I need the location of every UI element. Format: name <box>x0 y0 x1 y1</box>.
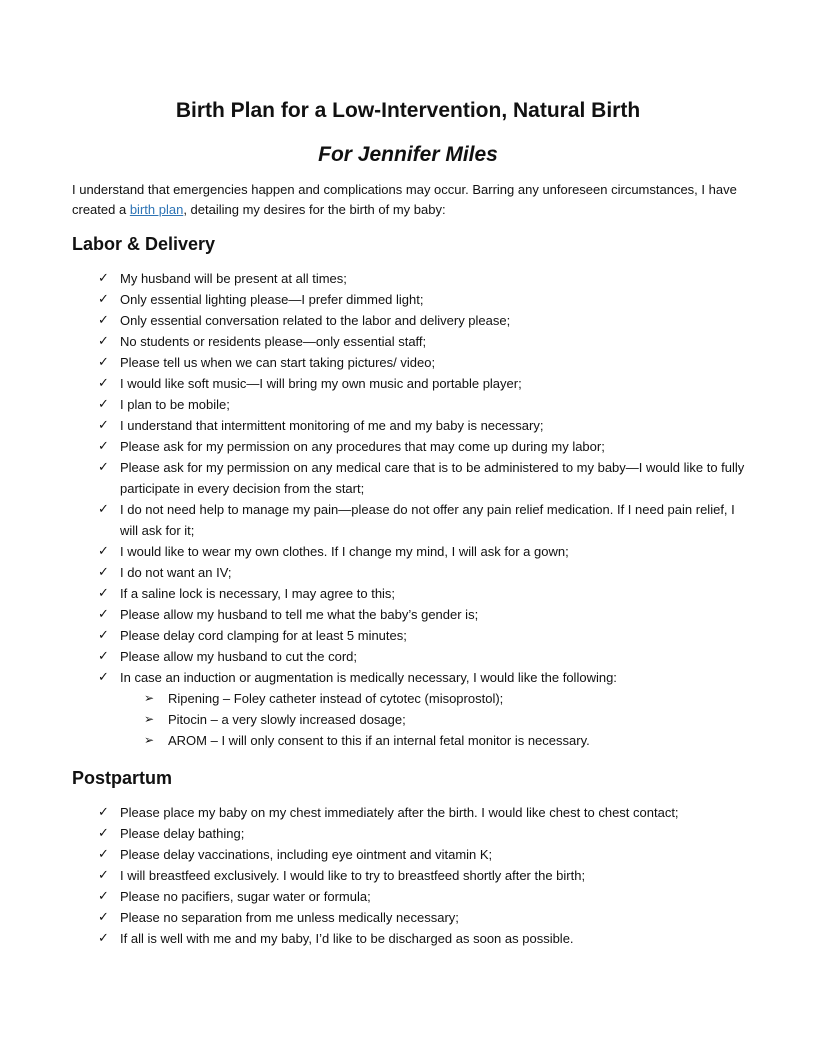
checkmark-icon: ✓ <box>98 355 109 370</box>
list-item <box>96 394 746 415</box>
list-item <box>96 499 746 541</box>
list-item <box>96 604 746 625</box>
list-item-text: I will breastfeed exclusively. I would like to try to breastfeed shortly after the birth; <box>120 868 586 883</box>
list-item-text: I do not need help to manage my pain—please do not offer any pain relief medication. If I need pain relief, I will ask for it; <box>120 502 735 538</box>
list-item <box>96 667 746 751</box>
checkmark-icon: ✓ <box>98 271 109 286</box>
arrow-bullet-icon: ➢ <box>144 691 155 705</box>
list-item-text: If all is well with me and my baby, I’d like to be discharged as soon as possible. <box>120 931 574 946</box>
sub-list-item-text: AROM – I will only consent to this if an internal fetal monitor is necessary. <box>168 733 590 748</box>
list-item <box>96 436 746 457</box>
checkmark-icon: ✓ <box>98 931 109 946</box>
page-subtitle: For Jennifer Miles <box>318 143 498 166</box>
checkmark-icon: ✓ <box>98 418 109 433</box>
list-item-text: Please allow my husband to cut the cord; <box>120 649 358 664</box>
list-item <box>96 289 746 310</box>
sub-list-item-text: Pitocin – a very slowly increased dosage; <box>168 712 406 727</box>
list-item-text: I understand that intermittent monitoring of me and my baby is necessary; <box>120 418 544 433</box>
checkmark-icon: ✓ <box>98 628 109 643</box>
list-item <box>96 415 746 436</box>
checkmark-icon: ✓ <box>98 910 109 925</box>
checkmark-icon: ✓ <box>98 586 109 601</box>
sub-list-item-text: Ripening – Foley catheter instead of cytotec (misoprostol); <box>168 691 504 706</box>
list-item <box>96 802 746 823</box>
list-item-text: Please delay cord clamping for at least 5 minutes; <box>120 628 407 643</box>
list-item-text: Please ask for my permission on any medical care that is to be administered to my baby—I would like to fully participate in every decision from the start; <box>120 460 745 496</box>
checkmark-icon: ✓ <box>98 847 109 862</box>
list-item-text: Only essential lighting please—I prefer dimmed light; <box>120 292 424 307</box>
list-item <box>96 886 746 907</box>
list-item-text: Please place my baby on my chest immediately after the birth. I would like chest to chest contact; <box>120 805 679 820</box>
list-item-text: Please ask for my permission on any procedures that may come up during my labor; <box>120 439 605 454</box>
list-item <box>96 268 746 289</box>
sub-list-item <box>120 709 746 730</box>
list-item <box>96 625 746 646</box>
list-item-text: I would like to wear my own clothes. If I change my mind, I will ask for a gown; <box>120 544 569 559</box>
list-item <box>96 310 746 331</box>
checkmark-icon: ✓ <box>98 565 109 580</box>
list-item-text: Please delay vaccinations, including eye ointment and vitamin K; <box>120 847 493 862</box>
postpartum-list <box>96 802 746 949</box>
list-item <box>96 907 746 928</box>
labor-delivery-heading: Labor & Delivery <box>72 234 216 254</box>
list-item <box>96 457 746 499</box>
list-item-text: Only essential conversation related to the labor and delivery please; <box>120 313 511 328</box>
checkmark-icon: ✓ <box>98 826 109 841</box>
postpartum-heading: Postpartum <box>72 768 173 788</box>
list-item <box>96 928 746 949</box>
list-item-text: If a saline lock is necessary, I may agree to this; <box>120 586 396 601</box>
list-item <box>96 865 746 886</box>
list-item-text: Please no pacifiers, sugar water or formula; <box>120 889 371 904</box>
checkmark-icon: ✓ <box>98 460 109 475</box>
list-item <box>96 352 746 373</box>
list-item <box>96 583 746 604</box>
list-item <box>96 331 746 352</box>
list-item-text: I do not want an IV; <box>120 565 232 580</box>
arrow-bullet-icon: ➢ <box>144 733 155 747</box>
checkmark-icon: ✓ <box>98 313 109 328</box>
list-item <box>96 646 746 667</box>
list-item-text: Please delay bathing; <box>120 826 245 841</box>
intro-paragraph <box>72 180 748 220</box>
checkmark-icon: ✓ <box>98 868 109 883</box>
checkmark-icon: ✓ <box>98 334 109 349</box>
checkmark-icon: ✓ <box>98 889 109 904</box>
checkmark-icon: ✓ <box>98 502 109 517</box>
birth-plan-link[interactable]: birth plan <box>129 202 184 217</box>
list-item <box>96 541 746 562</box>
list-item-text: I would like soft music—I will bring my own music and portable player; <box>120 376 522 391</box>
checkmark-icon: ✓ <box>98 607 109 622</box>
labor-delivery-list <box>96 268 746 751</box>
sub-list-item <box>120 730 746 751</box>
list-item-text: In case an induction or augmentation is medically necessary, I would like the following: <box>120 670 617 685</box>
checkmark-icon: ✓ <box>98 544 109 559</box>
list-item <box>96 844 746 865</box>
list-item <box>96 562 746 583</box>
intro-text-after-link: , detailing my desires for the birth of my baby: <box>183 202 446 217</box>
arrow-bullet-icon: ➢ <box>144 712 155 726</box>
page-title: Birth Plan for a Low-Intervention, Natural Birth <box>175 99 641 122</box>
sub-list-item <box>120 688 746 709</box>
checkmark-icon: ✓ <box>98 439 109 454</box>
checkmark-icon: ✓ <box>98 376 109 391</box>
list-item-text: I plan to be mobile; <box>120 397 230 412</box>
checkmark-icon: ✓ <box>98 670 109 685</box>
list-item <box>96 823 746 844</box>
checkmark-icon: ✓ <box>98 805 109 820</box>
list-item-text: No students or residents please—only essential staff; <box>120 334 427 349</box>
list-item-text: Please tell us when we can start taking pictures/ video; <box>120 355 436 370</box>
checkmark-icon: ✓ <box>98 292 109 307</box>
induction-options-list <box>120 688 746 751</box>
list-item-text: Please allow my husband to tell me what the baby’s gender is; <box>120 607 479 622</box>
checkmark-icon: ✓ <box>98 397 109 412</box>
list-item <box>96 373 746 394</box>
list-item-text: Please no separation from me unless medically necessary; <box>120 910 459 925</box>
checkmark-icon: ✓ <box>98 649 109 664</box>
intro-text-before-link: I understand that emergencies happen and complications may occur. Barring any unforeseen circumstances, I have created a <box>72 182 737 217</box>
list-item-text: My husband will be present at all times; <box>120 271 347 286</box>
